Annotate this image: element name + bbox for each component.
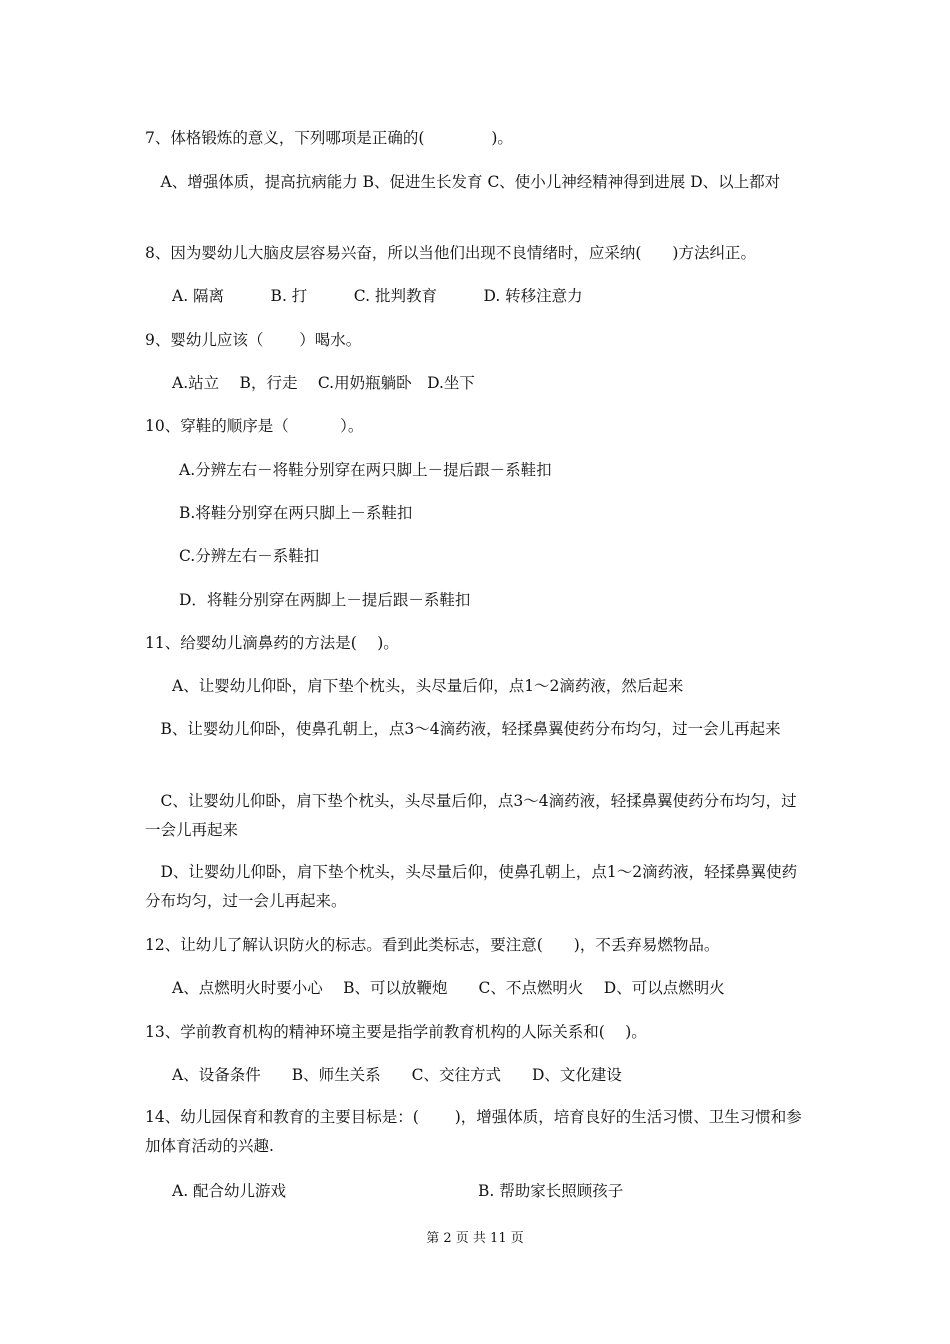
q10-option-d: D．将鞋分别穿在两脚上－提后跟－系鞋扣 — [179, 591, 471, 609]
page-footer: 第 2 页 共 11 页 — [426, 1231, 524, 1246]
q14-option-b: B. 帮助家长照顾孩子 — [478, 1182, 624, 1200]
q7-question: 7、体格锻炼的意义，下列哪项是正确的( )。 — [145, 129, 513, 147]
q10-option-a: A.分辨左右－将鞋分别穿在两只脚上－提后跟－系鞋扣 — [179, 461, 552, 479]
q10-option-b: B.将鞋分别穿在两只脚上－系鞋扣 — [179, 504, 413, 522]
q11-option-c: C、让婴幼儿仰卧，肩下垫个枕头，头尽量后仰，点3～4滴药液，轻揉鼻翼使药分布均匀，过一会儿再起来 — [145, 792, 797, 839]
q9-options: A.站立 B，行走 C.用奶瓶躺卧 D.坐下 — [172, 374, 475, 392]
q11-option-b: B、让婴幼儿仰卧，使鼻孔朝上，点3～4滴药液，轻揉鼻翼使药分布均匀，过一会儿再起来 — [145, 720, 781, 738]
q11-option-a: A、让婴幼儿仰卧，肩下垫个枕头，头尽量后仰，点1～2滴药液，然后起来 — [172, 677, 684, 695]
q12-options: A、点燃明火时要小心 B、可以放鞭炮 C、不点燃明火 D、可以点燃明火 — [172, 979, 725, 997]
q7-options: A、增强体质，提高抗病能力 B、促进生长发育 C、使小儿神经精神得到进展 D、以上都对 — [145, 173, 781, 191]
q11-option-d: D、让婴幼儿仰卧，肩下垫个枕头，头尽量后仰，使鼻孔朝上，点1～2滴药液，轻揉鼻翼使药分布均匀，过一会儿再起来。 — [145, 863, 798, 910]
q8-options: A. 隔离 B. 打 C. 批判教育 D. 转移注意力 — [172, 287, 583, 305]
q8-question: 8、因为婴幼儿大脑皮层容易兴奋，所以当他们出现不良情绪时，应采纳( )方法纠正。 — [145, 244, 756, 262]
q9-question: 9、婴幼儿应该（ ）喝水。 — [145, 331, 362, 349]
q10-option-c: C.分辨左右－系鞋扣 — [179, 547, 320, 565]
q11-question: 11、给婴幼儿滴鼻药的方法是( )。 — [145, 634, 399, 652]
q12-question: 12、让幼儿了解认识防火的标志。看到此类标志，要注意( )，不丢弃易燃物品。 — [145, 936, 720, 954]
q13-options: A、设备条件 B、师生关系 C、交往方式 D、文化建设 — [172, 1066, 622, 1084]
q13-question: 13、学前教育机构的精神环境主要是指学前教育机构的人际关系和( )。 — [145, 1023, 647, 1041]
q14-option-a: A. 配合幼儿游戏 — [172, 1182, 287, 1200]
q14-question: 14、幼儿园保育和教育的主要目标是：( )，增强体质，培育良好的生活习惯、卫生习惯和参加体育活动的兴趣. — [145, 1108, 802, 1155]
q10-question: 10、穿鞋的顺序是（ ）。 — [145, 417, 364, 435]
